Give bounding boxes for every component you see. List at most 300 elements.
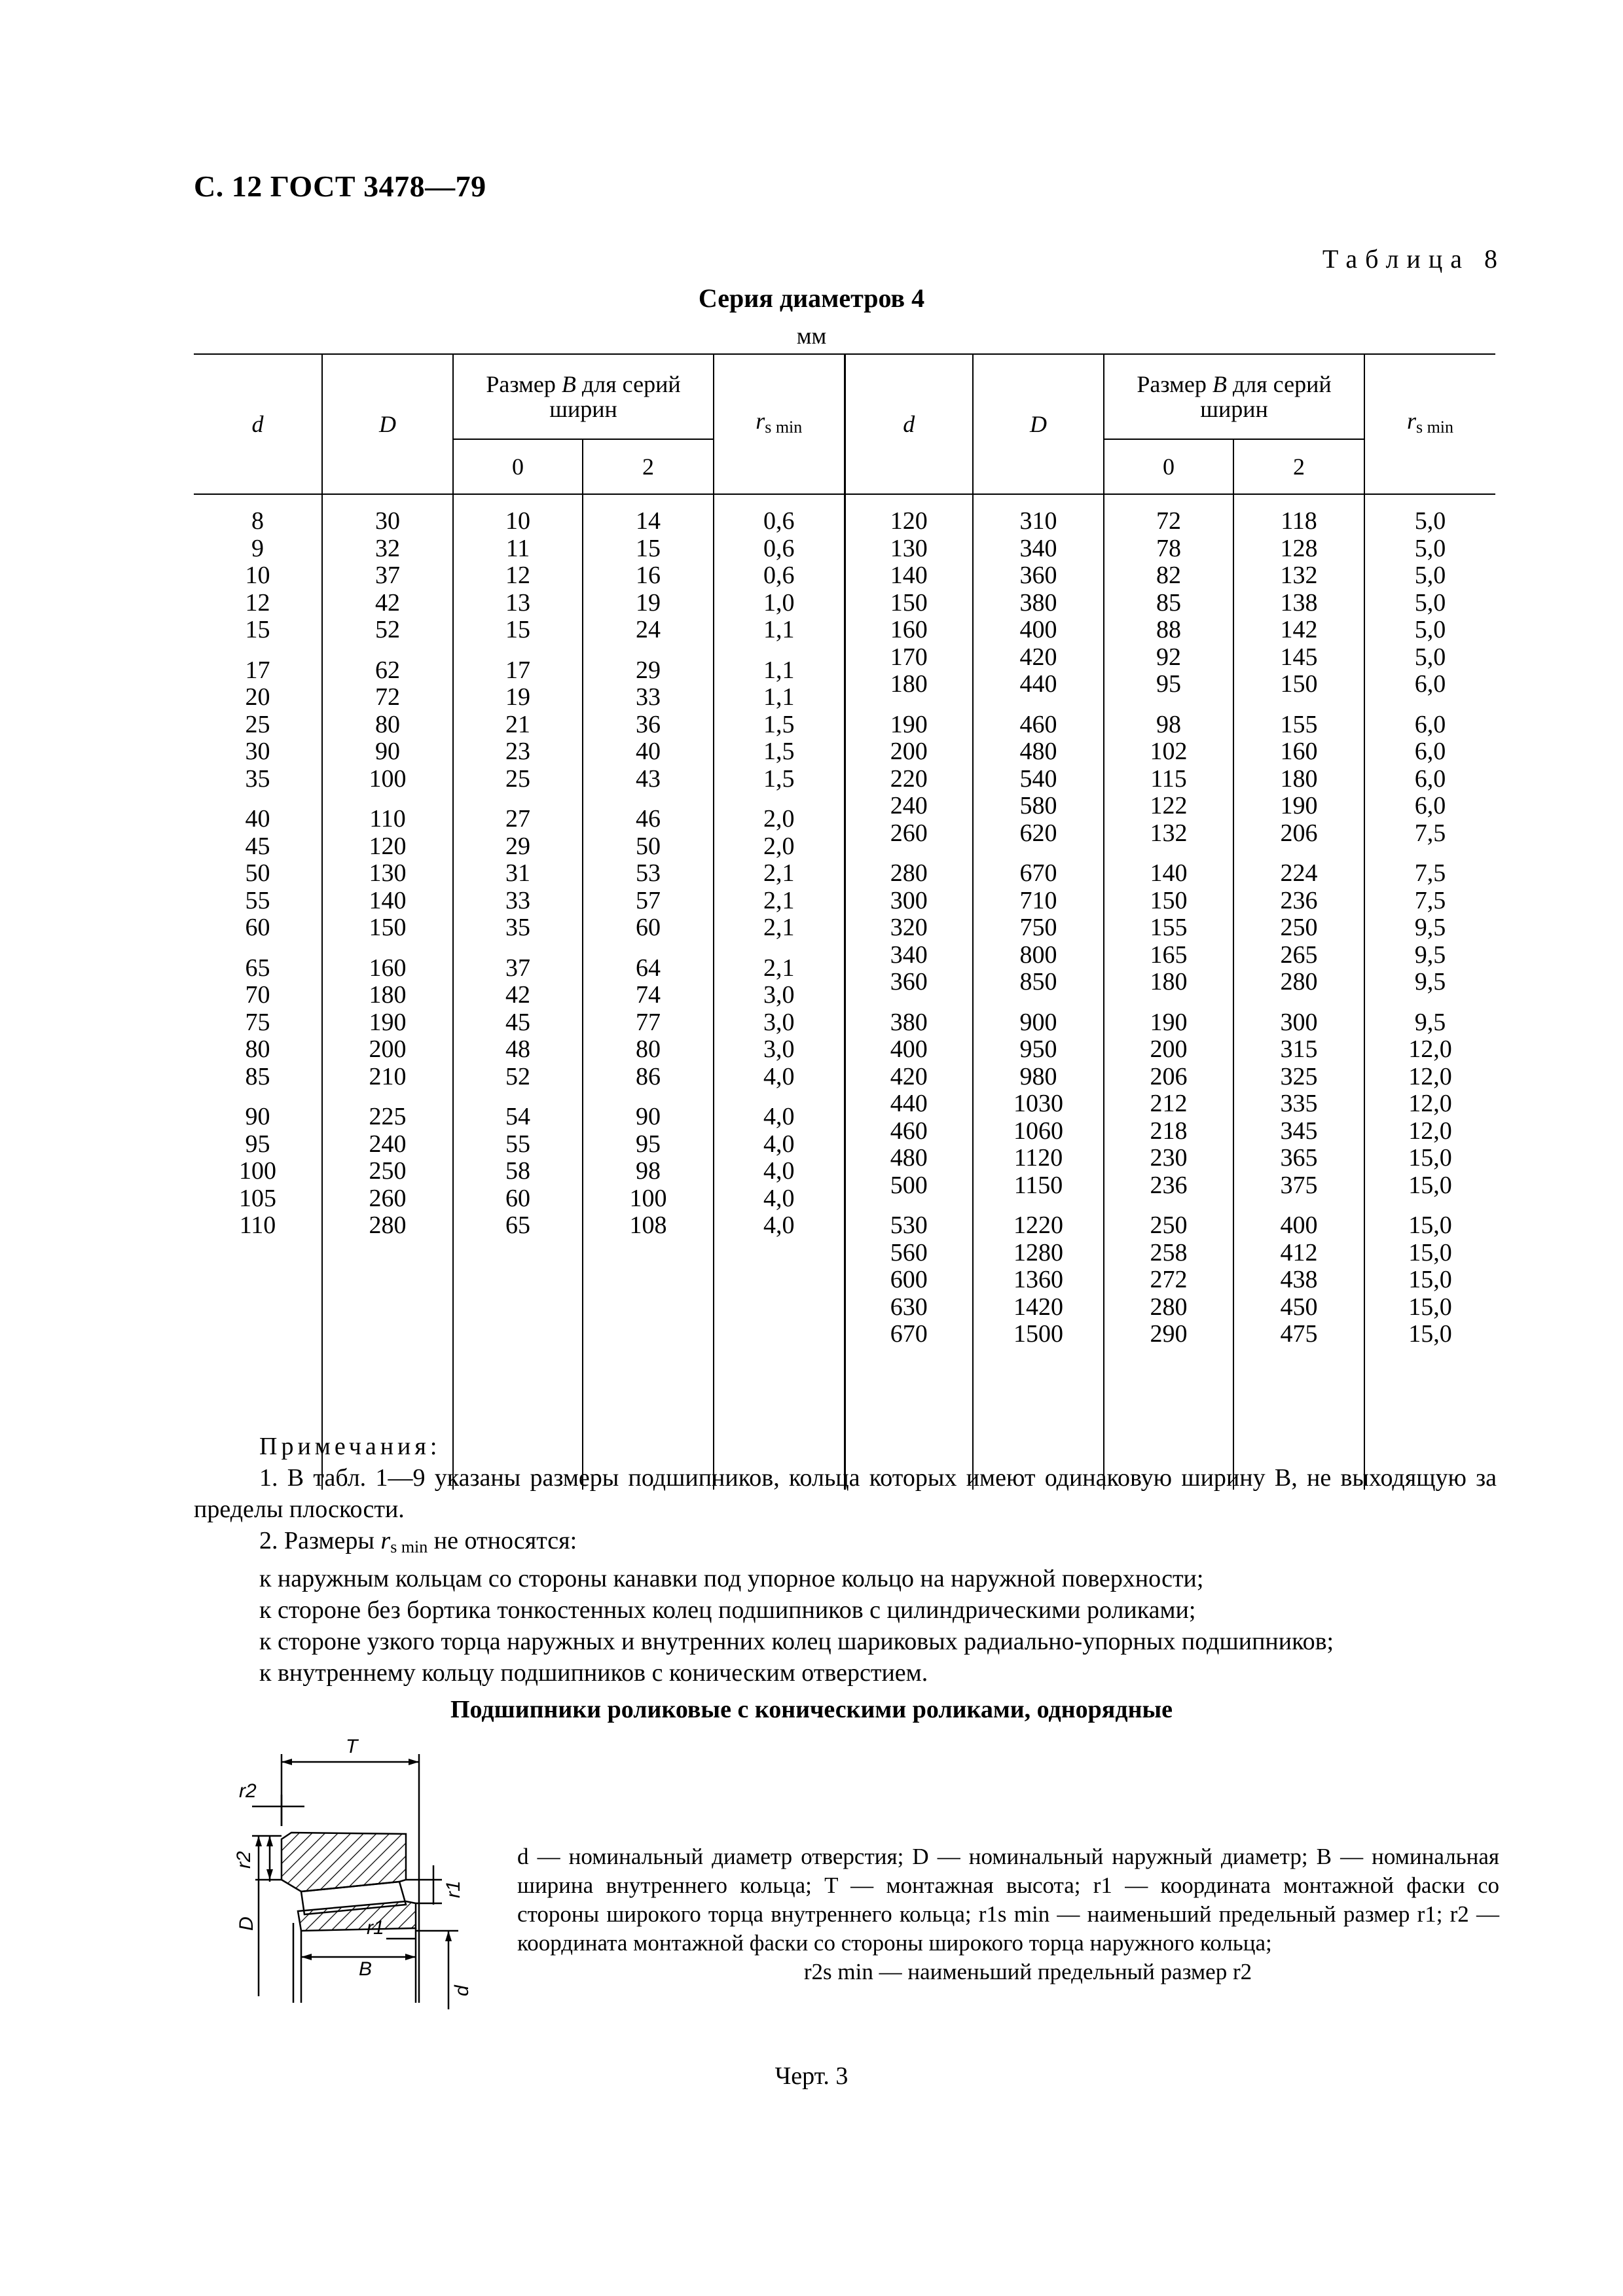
table-cell: 4,0 <box>763 1184 795 1212</box>
table-cell: 4,0 <box>763 1103 795 1130</box>
table-cell: 15 <box>636 534 661 562</box>
table-cell: 236 <box>1280 886 1318 914</box>
table-cell: 400 <box>890 1035 928 1063</box>
table-cell: 130 <box>369 859 407 887</box>
arrow <box>405 1954 416 1960</box>
table-cell: 670 <box>1019 859 1057 887</box>
table-cell: 100 <box>239 1157 276 1185</box>
table-cell: 12,0 <box>1408 1117 1452 1145</box>
table-cell: 105 <box>239 1184 276 1212</box>
table-cell: 2,1 <box>763 954 795 982</box>
table-cell: 475 <box>1280 1320 1318 1348</box>
table-cell: 150 <box>1280 670 1318 698</box>
table-cell: 5,0 <box>1414 562 1446 589</box>
table-cell: 98 <box>1156 710 1181 738</box>
table-cell: 460 <box>1019 710 1057 738</box>
table-cell: 412 <box>1280 1238 1318 1266</box>
group-gap <box>1104 996 1233 1009</box>
table-cell: 1150 <box>1013 1171 1063 1199</box>
group-gap <box>714 942 844 955</box>
table-cell: 272 <box>1150 1266 1188 1293</box>
header-D-right: D <box>973 354 1104 494</box>
table-cell: 128 <box>1280 534 1318 562</box>
table-cell: 180 <box>369 981 407 1009</box>
table-cell: 30 <box>375 507 400 535</box>
table-cell: 190 <box>1280 792 1318 819</box>
table-cell: 35 <box>505 914 530 941</box>
table-cell: 15,0 <box>1408 1320 1452 1348</box>
table-cell: 180 <box>890 670 928 698</box>
table-cell: 19 <box>505 683 530 711</box>
table-cell: 37 <box>505 954 530 982</box>
table-cell: 5,0 <box>1414 643 1446 671</box>
table-cell: 260 <box>890 819 928 847</box>
table-cell: 115 <box>1150 764 1187 793</box>
table-cell: 4,0 <box>763 1130 795 1158</box>
table-cell: 375 <box>1280 1171 1318 1199</box>
table-cell: 33 <box>505 886 530 914</box>
group-gap <box>454 1090 582 1103</box>
notes <box>194 1431 1497 1689</box>
group-gap <box>323 793 452 806</box>
group-gap <box>1365 698 1495 711</box>
table-cell: 60 <box>636 914 661 941</box>
table-cell: 1060 <box>1013 1117 1063 1145</box>
group-gap <box>323 1090 452 1103</box>
table-cell: 155 <box>1280 710 1318 738</box>
table-cell: 138 <box>1280 588 1318 617</box>
table-cell: 160 <box>369 954 407 982</box>
table-cell: 25 <box>505 764 530 793</box>
table-cell: 155 <box>1150 914 1188 941</box>
table-cell: 15,0 <box>1408 1293 1452 1321</box>
arrow <box>266 1836 273 1846</box>
note-1: 1. В табл. 1—9 указаны размеры подшипников, кольца которых имеют одинаковую ширину B, не выходящую за пределы плоскости. <box>194 1464 1497 1523</box>
group-gap <box>974 698 1103 711</box>
table-cell: 40 <box>245 805 270 833</box>
table-cell: 52 <box>505 1062 530 1090</box>
table-cell: 23 <box>505 738 530 765</box>
table-cell: 400 <box>1019 616 1057 643</box>
table-cell: 212 <box>1150 1090 1188 1117</box>
table-caption: Таблица 8 <box>1322 244 1505 274</box>
table-cell: 190 <box>1150 1008 1188 1036</box>
table-cell: 60 <box>245 914 270 941</box>
table-cell: 45 <box>245 832 270 860</box>
table-cell: 1,1 <box>763 656 795 684</box>
table-cell: 46 <box>636 805 661 833</box>
table-cell: 140 <box>890 562 928 589</box>
table-cell: 48 <box>505 1035 530 1063</box>
table-cell: 118 <box>1281 507 1317 535</box>
table-cell: 1120 <box>1013 1144 1063 1172</box>
table-cell: 360 <box>890 968 928 996</box>
table-cell: 9 <box>251 534 264 562</box>
table-cell: 540 <box>1019 764 1057 793</box>
table-cell: 15,0 <box>1408 1144 1452 1172</box>
table-cell: 420 <box>890 1062 928 1090</box>
table-cell: 710 <box>1019 886 1057 914</box>
header-D: D <box>322 354 453 494</box>
table-cell: 440 <box>1019 670 1057 698</box>
table-cell: 72 <box>1156 507 1181 535</box>
table-cell: 36 <box>636 710 661 738</box>
table-cell: 1,1 <box>763 616 795 643</box>
group-gap <box>454 793 582 806</box>
table-cell: 365 <box>1280 1144 1318 1172</box>
arrow <box>445 1931 452 1941</box>
table-cell: 200 <box>1150 1035 1188 1063</box>
bearing-drawing <box>190 1734 471 2016</box>
table-cell: 500 <box>890 1171 928 1199</box>
table-cell: 190 <box>369 1008 407 1036</box>
table-cell: 620 <box>1019 819 1057 847</box>
table-cell: 180 <box>1280 764 1318 793</box>
group-gap <box>974 996 1103 1009</box>
table-cell: 165 <box>1150 941 1188 969</box>
table-cell: 530 <box>890 1211 928 1239</box>
table-cell: 14 <box>636 507 661 535</box>
table-cell: 250 <box>369 1157 407 1185</box>
table-cell: 110 <box>369 805 406 833</box>
table-cell: 45 <box>505 1008 530 1036</box>
table-cell: 29 <box>636 656 661 684</box>
table-cell: 950 <box>1019 1035 1057 1063</box>
table-cell: 21 <box>505 710 530 738</box>
table-cell: 86 <box>636 1062 661 1090</box>
header-size-group-right: Размер B для серий ширин <box>1104 354 1364 439</box>
table-cell: 95 <box>245 1130 270 1158</box>
table-cell: 130 <box>890 534 928 562</box>
group-gap <box>714 644 844 657</box>
group-gap <box>846 698 973 711</box>
table-cell: 6,0 <box>1414 792 1446 819</box>
table-cell: 280 <box>1280 968 1318 996</box>
table-cell: 300 <box>1280 1008 1318 1036</box>
table-cell: 150 <box>369 914 407 941</box>
page-header: С. 12 ГОСТ 3478—79 <box>194 170 486 203</box>
table-cell: 95 <box>636 1130 661 1158</box>
table-cell: 2,0 <box>763 832 795 860</box>
table-cell: 3,0 <box>763 1035 795 1063</box>
table-cell: 72 <box>375 683 400 711</box>
label-r1-side: r1 <box>443 1880 464 1898</box>
col-left-b0 <box>453 494 583 1490</box>
group-gap <box>1234 698 1364 711</box>
table-cell: 64 <box>636 954 661 982</box>
col-left-D <box>322 494 453 1490</box>
table-cell: 225 <box>369 1103 407 1130</box>
table-cell: 340 <box>890 941 928 969</box>
table-cell: 58 <box>505 1157 530 1185</box>
table-cell: 5,0 <box>1414 507 1446 535</box>
table-cell: 480 <box>1019 738 1057 765</box>
table-cell: 480 <box>890 1144 928 1172</box>
table-cell: 7,5 <box>1414 819 1446 847</box>
table-cell: 122 <box>1150 792 1188 819</box>
group-gap <box>194 942 321 955</box>
table-cell: 280 <box>369 1211 407 1239</box>
group-gap <box>846 847 973 860</box>
table-cell: 160 <box>1280 738 1318 765</box>
table-cell: 20 <box>245 683 270 711</box>
table-cell: 380 <box>1019 588 1057 617</box>
table-cell: 630 <box>890 1293 928 1321</box>
table-cell: 200 <box>369 1035 407 1063</box>
col-right-b0 <box>1104 494 1233 1490</box>
table-cell: 1280 <box>1013 1238 1063 1266</box>
table-cell: 1360 <box>1013 1266 1063 1293</box>
table-cell: 90 <box>245 1103 270 1130</box>
table-cell: 980 <box>1019 1062 1057 1090</box>
label-r2-top: r2 <box>239 1780 257 1802</box>
table-cell: 98 <box>636 1157 661 1185</box>
legend-text: d — номинальный диаметр отверстия; D — номинальный наружный диаметр; B — номинальная ширина внутреннего кольца; T — монтажная высота; r1 — координата монтажной фаски со стороны широкого торца внутреннего кольца; r1s min — наименьший предельный размер r1; r2 — координата монтажной фаски со стороны широкого торца наружного кольца; <box>517 1844 1499 1956</box>
table-cell: 230 <box>1150 1144 1188 1172</box>
table-cell: 100 <box>629 1184 667 1212</box>
table-cell: 218 <box>1150 1117 1188 1145</box>
table-cell: 258 <box>1150 1238 1188 1266</box>
table-cell: 88 <box>1156 616 1181 643</box>
table-cell: 7,5 <box>1414 859 1446 887</box>
group-gap <box>454 942 582 955</box>
table-cell: 3,0 <box>763 981 795 1009</box>
table-cell: 265 <box>1280 941 1318 969</box>
table-cell: 140 <box>369 886 407 914</box>
arrow <box>282 1759 292 1765</box>
table-cell: 800 <box>1019 941 1057 969</box>
table-cell: 9,5 <box>1414 968 1446 996</box>
group-gap <box>1104 847 1233 860</box>
col-left-d <box>194 494 322 1490</box>
table-cell: 13 <box>505 588 530 617</box>
group-gap <box>454 644 582 657</box>
table-cell: 160 <box>890 616 928 643</box>
table-cell: 15,0 <box>1408 1211 1452 1239</box>
table-cell: 35 <box>245 764 270 793</box>
table-cell: 300 <box>890 886 928 914</box>
table-cell: 10 <box>505 507 530 535</box>
table-cell: 1420 <box>1013 1293 1063 1321</box>
table-cell: 1,5 <box>763 764 795 793</box>
table-cell: 580 <box>1019 792 1057 819</box>
note-2-item: к наружным кольцам со стороны канавки под упорное кольцо на наружной поверхности; <box>259 1565 1204 1592</box>
table-cell: 670 <box>890 1320 928 1348</box>
table-cell: 74 <box>636 981 661 1009</box>
table-cell: 180 <box>1150 968 1188 996</box>
table-cell: 11 <box>505 534 530 562</box>
table-cell: 325 <box>1280 1062 1318 1090</box>
table-cell: 2,1 <box>763 886 795 914</box>
table-cell: 85 <box>245 1062 270 1090</box>
table-cell: 29 <box>505 832 530 860</box>
section-title: Подшипники роликовые с коническими роликами, однорядные <box>450 1696 1173 1723</box>
header-width-2: 2 <box>583 439 714 494</box>
table-cell: 10 <box>245 562 270 589</box>
note-2-item: к стороне узкого торца наружных и внутренних колец шариковых радиально-упорных подшипников; <box>259 1628 1334 1655</box>
table-cell: 250 <box>1280 914 1318 941</box>
arrow <box>255 1836 262 1846</box>
group-gap <box>974 847 1103 860</box>
table-cell: 53 <box>636 859 661 887</box>
label-big-d: D <box>236 1916 257 1931</box>
group-gap <box>194 1090 321 1103</box>
arrow <box>409 1759 419 1765</box>
table-cell: 15 <box>505 616 530 643</box>
table-cell: 62 <box>375 656 400 684</box>
group-gap <box>194 793 321 806</box>
table-cell: 75 <box>245 1008 270 1036</box>
group-gap <box>846 996 973 1009</box>
table-cell: 27 <box>505 805 530 833</box>
col-right-b2 <box>1233 494 1364 1490</box>
group-gap <box>1365 996 1495 1009</box>
table-cell: 82 <box>1156 562 1181 589</box>
table-cell: 24 <box>636 616 661 643</box>
table-cell: 320 <box>890 914 928 941</box>
table-cell: 108 <box>629 1211 667 1239</box>
table-cell: 120 <box>890 507 928 535</box>
table-cell: 2,1 <box>763 914 795 941</box>
table-cell: 1,1 <box>763 683 795 711</box>
figure-legend <box>517 1842 1499 1986</box>
table-unit: мм <box>796 323 827 349</box>
table-cell: 400 <box>1280 1211 1318 1239</box>
col-left-r <box>714 494 845 1490</box>
header-d: d <box>194 354 322 494</box>
table-cell: 9,5 <box>1414 914 1446 941</box>
group-gap <box>583 942 713 955</box>
table-cell: 78 <box>1156 534 1181 562</box>
bearing-drawing-svg <box>190 1734 471 2016</box>
table-cell: 12,0 <box>1408 1035 1452 1063</box>
table-cell: 90 <box>375 738 400 765</box>
table-cell: 7,5 <box>1414 886 1446 914</box>
table-cell: 240 <box>369 1130 407 1158</box>
table-cell: 335 <box>1280 1090 1318 1117</box>
table-cell: 450 <box>1280 1293 1318 1321</box>
table-cell: 4,0 <box>763 1157 795 1185</box>
table-cell: 77 <box>636 1008 661 1036</box>
table-cell: 16 <box>636 562 661 589</box>
table-cell: 9,5 <box>1414 1008 1446 1036</box>
table-cell: 206 <box>1150 1062 1188 1090</box>
table-cell: 360 <box>1019 562 1057 589</box>
table-cell: 25 <box>245 710 270 738</box>
table-cell: 120 <box>369 832 407 860</box>
group-gap <box>583 793 713 806</box>
table-cell: 55 <box>245 886 270 914</box>
table-cell: 315 <box>1280 1035 1318 1063</box>
table-cell: 95 <box>1156 670 1181 698</box>
table-cell: 380 <box>890 1008 928 1036</box>
table-cell: 15,0 <box>1408 1266 1452 1293</box>
group-gap <box>583 644 713 657</box>
table-cell: 850 <box>1019 968 1057 996</box>
label-small-d: d <box>451 1985 471 1996</box>
legend-last-line: r2s min — наименьший предельный размер r2 <box>803 1959 1252 1984</box>
table-cell: 6,0 <box>1414 670 1446 698</box>
table-cell: 206 <box>1280 819 1318 847</box>
table-cell: 55 <box>505 1130 530 1158</box>
table-cell: 345 <box>1280 1117 1318 1145</box>
table-cell: 54 <box>505 1103 530 1130</box>
table-cell: 170 <box>890 643 928 671</box>
note-2-item: к стороне без бортика тонкостенных колец подшипников с цилиндрическими роликами; <box>259 1596 1196 1624</box>
table-cell: 1030 <box>1013 1090 1063 1117</box>
note-2-item: к внутреннему кольцу подшипников с коническим отверстием. <box>259 1659 928 1687</box>
table-cell: 50 <box>245 859 270 887</box>
table-cell: 37 <box>375 562 400 589</box>
group-gap <box>1104 1199 1233 1212</box>
table-cell: 15 <box>245 616 270 643</box>
table-cell: 210 <box>369 1062 407 1090</box>
group-gap <box>1365 1199 1495 1212</box>
label-b: B <box>359 1958 373 1980</box>
table-cell: 1,0 <box>763 588 795 617</box>
table-cell: 0,6 <box>763 562 795 589</box>
table-cell: 438 <box>1280 1266 1318 1293</box>
table-cell: 110 <box>239 1211 276 1239</box>
table-cell: 15,0 <box>1408 1171 1452 1199</box>
note-2: 2. Размеры $r_{s min}$ не относятся: <box>259 1527 577 1556</box>
table-cell: 150 <box>890 588 928 617</box>
table-cell: 2,0 <box>763 805 795 833</box>
col-left-b2 <box>583 494 714 1490</box>
table-cell: 140 <box>1150 859 1188 887</box>
table-cell: 19 <box>636 588 661 617</box>
table-cell: 2,1 <box>763 859 795 887</box>
table-cell: 224 <box>1280 859 1318 887</box>
table-cell: 132 <box>1150 819 1188 847</box>
table-cell: 5,0 <box>1414 616 1446 643</box>
table-cell: 12,0 <box>1408 1062 1452 1090</box>
table-cell: 340 <box>1019 534 1057 562</box>
table-cell: 460 <box>890 1117 928 1145</box>
table-cell: 65 <box>505 1211 530 1239</box>
table-cell: 15,0 <box>1408 1238 1452 1266</box>
col-right-r <box>1364 494 1495 1490</box>
group-gap <box>323 942 452 955</box>
col-right-D <box>973 494 1104 1490</box>
table-cell: 57 <box>636 886 661 914</box>
table-cell: 6,0 <box>1414 738 1446 765</box>
table-cell: 5,0 <box>1414 534 1446 562</box>
inner-ring <box>298 1901 416 1931</box>
table-cell: 1220 <box>1013 1211 1063 1239</box>
header-size-group: Размер B для серий ширин <box>453 354 714 439</box>
table-cell: 1,5 <box>763 710 795 738</box>
table-cell: 200 <box>890 738 928 765</box>
group-gap <box>194 644 321 657</box>
table-cell: 42 <box>505 981 530 1009</box>
table-cell: 1500 <box>1013 1320 1063 1348</box>
header-d-right: d <box>845 354 973 494</box>
table-cell: 250 <box>1150 1211 1188 1239</box>
table-cell: 1,5 <box>763 738 795 765</box>
table-title: Серия диаметров 4 <box>698 283 925 313</box>
label-r1-bottom: r1 <box>367 1917 384 1939</box>
table-cell: 290 <box>1150 1320 1188 1348</box>
notes-heading: Примечания: <box>259 1433 441 1460</box>
table-cell: 310 <box>1019 507 1057 535</box>
table-cell: 102 <box>1150 738 1188 765</box>
table-cell: 43 <box>636 764 661 793</box>
arrow <box>301 1954 312 1960</box>
table-cell: 260 <box>369 1184 407 1212</box>
table-cell: 280 <box>1150 1293 1188 1321</box>
table-cell: 12 <box>505 562 530 589</box>
